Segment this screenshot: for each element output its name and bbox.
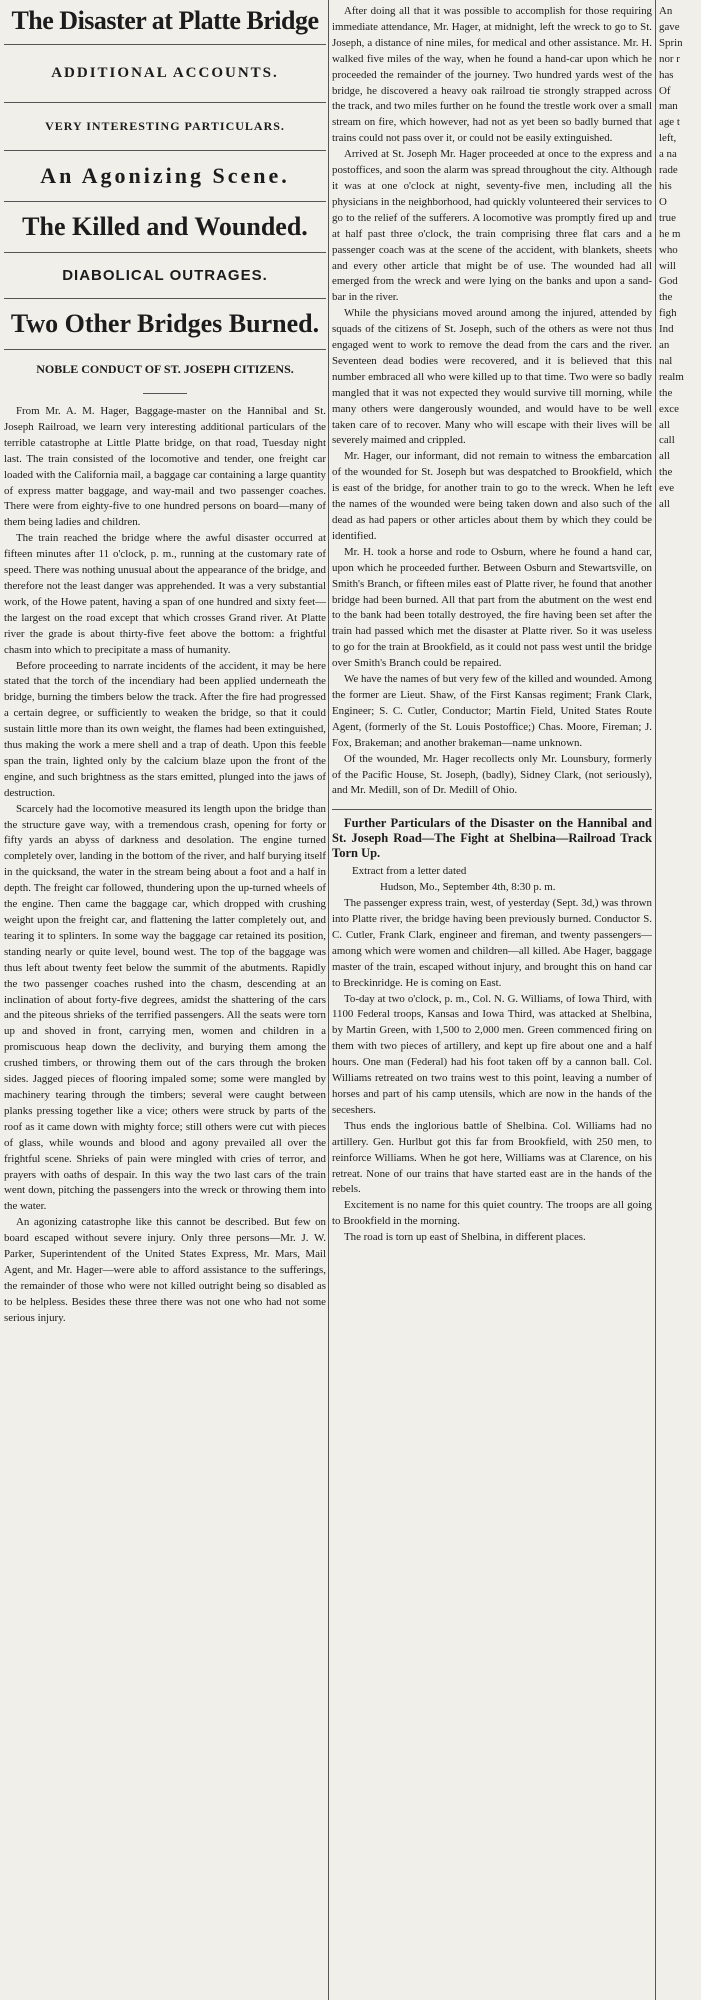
article-paragraph: Arrived at St. Joseph Mr. Hager proceeded at once to the express and postoffices, and soon the alarm was spread throughout the city. Although it was at one o'clock at night, seventy-five men, including all the physicians in the neighborhood, had quickly volunteered their services to go to the relief of the sufferers. A locomotive was promptly fired up and at half past three o'clock, the train comprising three flat cars and a passenger coach was at the scene of the accident, with blankets, sheets and every other article that might be of use. The wounded had all emerged from the wreck and were lying on the banks and upon a sand-bar in the river. — [332, 148, 652, 304]
article-paragraph: Mr. H. took a horse and rode to Osburn, where he found a hand car, upon which he proceeded further. Between Osburn and Stewartsville, on Smith's Branch, or fifteen miles east of Platte river, he found that another bridge had been burned. All that part from the abutment on the west end to the bank had been totally destroyed, the fire having been set after the train had passed which met the disaster at Platte river. So it was useless to go for the train at Brookfield, as it could not pass west until the bridge over Smith's Branch could be repaired. — [332, 545, 652, 670]
article-paragraph: Scarcely had the locomotive measured its length upon the bridge than the structure gave way, with a tremendous crash, opening for forty or fifty yards an abyss of darkness and desolation. The engine turned completely over, landing in the bottom of the river, and half burying itself in the quicksand, the water in the stream being about a foot and a half in depth. The freight car followed, thundering upon the up-turned wheels of the engine. Then came the baggage car, which dropped with crushing weight upon the freight car, and flattening the latter completely out, and tearing it to splinters. In some way the baggage car retained its position, standing nearly or quite level, bound west. The top of the baggage was thus left about twenty feet below the summit of the abutments. Rapidly the two passenger coaches rushed into the chasm, descending at an inclination of about forty-five degrees, amidst the shattering of the cars and the piteous shrieks of the terrified passengers. All the seats were torn up and shoved in front, carrying men, women and children in a promiscuous heap down the declivity, and burying them among the crushed timbers, or throwing them out of the cars through the broken sides. Jagged pieces of flooring impaled some; some were mangled by machinery tearing through the timbers; several were caught between planks pressing together like a vice; others were struck by parts of the roof as it came down with mighty force; still others were cut with pieces of glass, while wounds and blood and agony prevailed all over the frightful scene. Shrieks of pain were mingled with cries of terror, and prayers with oaths of despair. In this way the two last cars of the train went down, pitching the passengers into the wreck or throwing them into the water. — [4, 802, 326, 1213]
headline-additional-accounts: ADDITIONAL ACCOUNTS. — [4, 45, 326, 103]
article-paragraph: The road is torn up east of Shelbina, in different places. — [344, 1231, 586, 1244]
column-divider — [655, 0, 656, 2000]
cropped-text-line: an — [659, 339, 670, 352]
cropped-text-line: a na — [659, 148, 677, 161]
cropped-text-line: man — [659, 100, 678, 113]
column-divider — [328, 0, 329, 2000]
cropped-text-line: figh — [659, 307, 677, 320]
cropped-text-line: O — [659, 195, 667, 208]
cropped-text-line: his — [659, 179, 672, 192]
article-paragraph: To-day at two o'clock, p. m., Col. N. G. Williams, of Iowa Third, with 1100 Federal troops, Kansas and Iowa Third, was attacked at Shelbina, by Martin Green, with 1,500 to 2,000 men. Green commenced firing on them with two pieces of artillery, and kept up fire about one and a half hours. One man (Federal) had his foot taken off by a cannon ball. Col. Williams retreated on two trains west to this point, leaving a number of horses and part of his camp utensils, which are now in the hands of the seceshers. — [332, 992, 652, 1116]
cropped-text-line: all — [659, 450, 670, 463]
cropped-text-line: eve — [659, 482, 675, 495]
column-middle — [332, 4, 652, 1246]
cropped-text-line: he m — [659, 227, 681, 240]
cropped-text-line: will — [659, 259, 676, 272]
letter-note: Extract from a letter dated — [352, 865, 467, 878]
cropped-text-line: has — [659, 68, 674, 81]
headline-agonizing-scene: An Agonizing Scene. — [4, 151, 326, 202]
article-paragraph: While the physicians moved around among the injured, attended by squads of the citizens of St. Joseph, such of the others as were not thus engaged went to work to remove the dead from the cars and the river. Seventeen dead bodies were recovered, and it is believed that this number embraced all who were killed up to that time. Two were so badly mangled that it was not expected they would survive till morning, while many others were dangerously wounded, and would have to be well taken care of to recover. Many who will escape with their lives will be severely maimed and crippled. — [332, 307, 652, 447]
article-paragraph: Excitement is no name for this quiet country. The troops are all going to Brookfield in the morning. — [332, 1199, 652, 1228]
article-paragraph: From Mr. A. M. Hager, Baggage-master on the Hannibal and St. Joseph Railroad, we learn very interesting additional particulars of the terrible catastrophe at Little Platte bridge, on that road, Tuesday night last. The train consisted of the locomotive and tender, one freight car loaded with the California mail, a baggage car containing a large quantity of express matter baggage, and way-mail and two passenger coaches. There were from eighty-five to one hundred persons on board—many of them being ladies and children. — [4, 405, 326, 529]
headline-rule — [143, 393, 187, 394]
cropped-text-fragments — [659, 4, 701, 513]
headline-killed-wounded: The Killed and Wounded. — [4, 202, 326, 253]
article-paragraph: Thus ends the inglorious battle of Shelbina. Col. Williams had no artillery. Gen. Hurlbut got this far from Brookfield, with 250 men, to reinforce Williams. When he got here, Williams was at Clarence, on his retreat. None of our trains that have started east are in the hands of the rebels. — [332, 1119, 652, 1196]
cropped-text-line: the — [659, 386, 673, 399]
article-paragraph: The train reached the bridge where the awful disaster occurred at fifteen minutes after 11 o'clock, p. m., running at the customary rate of speed. There was nothing unusual about the appearance of the bridge, and therefore not the least danger was apprehended. It was a very substantial work, of the Howe patent, having a span of one hundred and sixty feet—the largest on the road except that which crosses Grand river. At Platte river the grade is about thirty-five feet above the bottom: a frightful chasm into which to precipitate a mass of humanity. — [4, 532, 326, 656]
headline-noble-conduct: NOBLE CONDUCT OF ST. JOSEPH CITIZENS. — [36, 362, 294, 376]
cropped-text-line: nal — [659, 354, 673, 367]
cropped-text-line: exce — [659, 402, 679, 415]
cropped-text-line: gave — [659, 20, 680, 33]
cropped-text-line: the — [659, 291, 673, 304]
cropped-text-line: age t — [659, 116, 680, 129]
cropped-text-line: left, — [659, 132, 677, 145]
cropped-text-line: Sprin — [659, 36, 683, 49]
headline-bridges-burned: Two Other Bridges Burned. — [4, 299, 326, 350]
section-divider — [332, 809, 652, 810]
article-paragraph: Of the wounded, Mr. Hager recollects only Mr. Lounsbury, formerly of the Pacific House, St. Joseph, (badly), Sidney Clark, (not seriously), and Mr. Medill, son of Dr. Medill of Ohio. — [332, 752, 652, 797]
column-left — [4, 4, 326, 1327]
cropped-text-line: God — [659, 275, 678, 288]
article-paragraph: Before proceeding to narrate incidents of the accident, it may be here stated that the torch of the incendiary had been applied underneath the bridge, burning the timbers below the track. After the fire had progressed a certain degree, or sufficiently to weaken the bridge, so that it could sustain little more than its own weight, the flames had been extinguished, thus making the work a mere shell and a trap of death. Upon this feeble span the train, lighted only by the calcium blaze upon the front of the engine, and such brightness as the stars emitted, plunged into the jaws of destruction. — [4, 659, 326, 799]
article-paragraph: The passenger express train, west, of yesterday (Sept. 3d,) was thrown into Platte river, the bridge having been previously burned. Conductor S. C. Cutler, Frank Clark, engineer and fireman, and twenty passengers—among which were women and children—all killed. Abe Hager, baggage master of the train, escaped without injury, and brought this on hand car to Breckinridge. He is coming on East. — [332, 897, 652, 989]
dateline: Hudson, Mo., September 4th, 8:30 p. m. — [380, 881, 556, 894]
cropped-text-line: Ind — [659, 323, 674, 336]
cropped-text-line: An — [659, 5, 673, 17]
cropped-text-line: nor r — [659, 52, 680, 65]
cropped-text-line: realm — [659, 370, 684, 383]
cropped-text-line: call — [659, 434, 675, 447]
article-paragraph: Mr. Hager, our informant, did not remain to witness the embarcation of the wounded for St. Joseph but was despatched to Brookfield, which is east of the bridge, for another train to go to the wreck. When he left the names of the wounded were being taken down and also such of the dead as had papers or other articles about them by which they could be identified. — [332, 450, 652, 542]
headline-particulars: VERY INTERESTING PARTICULARS. — [4, 103, 326, 151]
article-paragraph: We have the names of but very few of the killed and wounded. Among the former are Lieut. Shaw, of the First Kansas regiment; Frank Clark, Engineer; S. C. Cutler, Conductor; Martin Field, United States Route Agent, (formerly of the St. Louis Postoffice;) Chas. Moore, Fireman; J. Fox, Brakeman; and another brakeman—name unknown. — [332, 673, 652, 749]
cropped-text-line: all — [659, 418, 670, 431]
cropped-text-line: the — [659, 466, 673, 479]
section-headline: Further Particulars of the Disaster on the Hannibal and St. Joseph Road—The Fight at Shelbina—Railroad Track Torn Up. — [332, 816, 652, 861]
article-paragraph: After doing all that it was possible to accomplish for those requiring immediate attendance, Mr. Hager, at midnight, left the wreck to go to St. Joseph, a distance of nine miles, for medical and other assistance. Mr. H. walked five miles of the way, when he found a hand-car upon which he proceeded the remainder of the journey. Two hundred yards west of the bridge, he discovered a heavy oak railroad tie strongly strapped across the track, and two miles further on he found the trestle work over a small stream on fire, which however, had not as yet been so badly burned that trains could not pass over it, or could not be easily extinguished. — [332, 5, 652, 145]
cropped-text-line: true — [659, 211, 676, 224]
headline-main: The Disaster at Platte Bridge — [4, 4, 326, 45]
cropped-text-line: who — [659, 243, 678, 256]
cropped-text-line: rade — [659, 164, 678, 177]
headline-diabolical-outrages: DIABOLICAL OUTRAGES. — [4, 253, 326, 299]
cropped-text-line: Of — [659, 84, 671, 97]
article-paragraph: An agonizing catastrophe like this cannot be described. But few on board escaped without severe injury. Only three persons—Mr. J. W. Parker, Superintendent of the United States Express, Mr. Mars, Mail Agent, and Mr. Hager—were able to afford assistance to the sufferings, the remainder of those who were not killed outright being so disabled as to be helpless. Besides these three there was not one who had not some serious injury. — [4, 1216, 326, 1324]
column-right-cropped — [659, 4, 701, 513]
cropped-text-line: all — [659, 498, 670, 511]
